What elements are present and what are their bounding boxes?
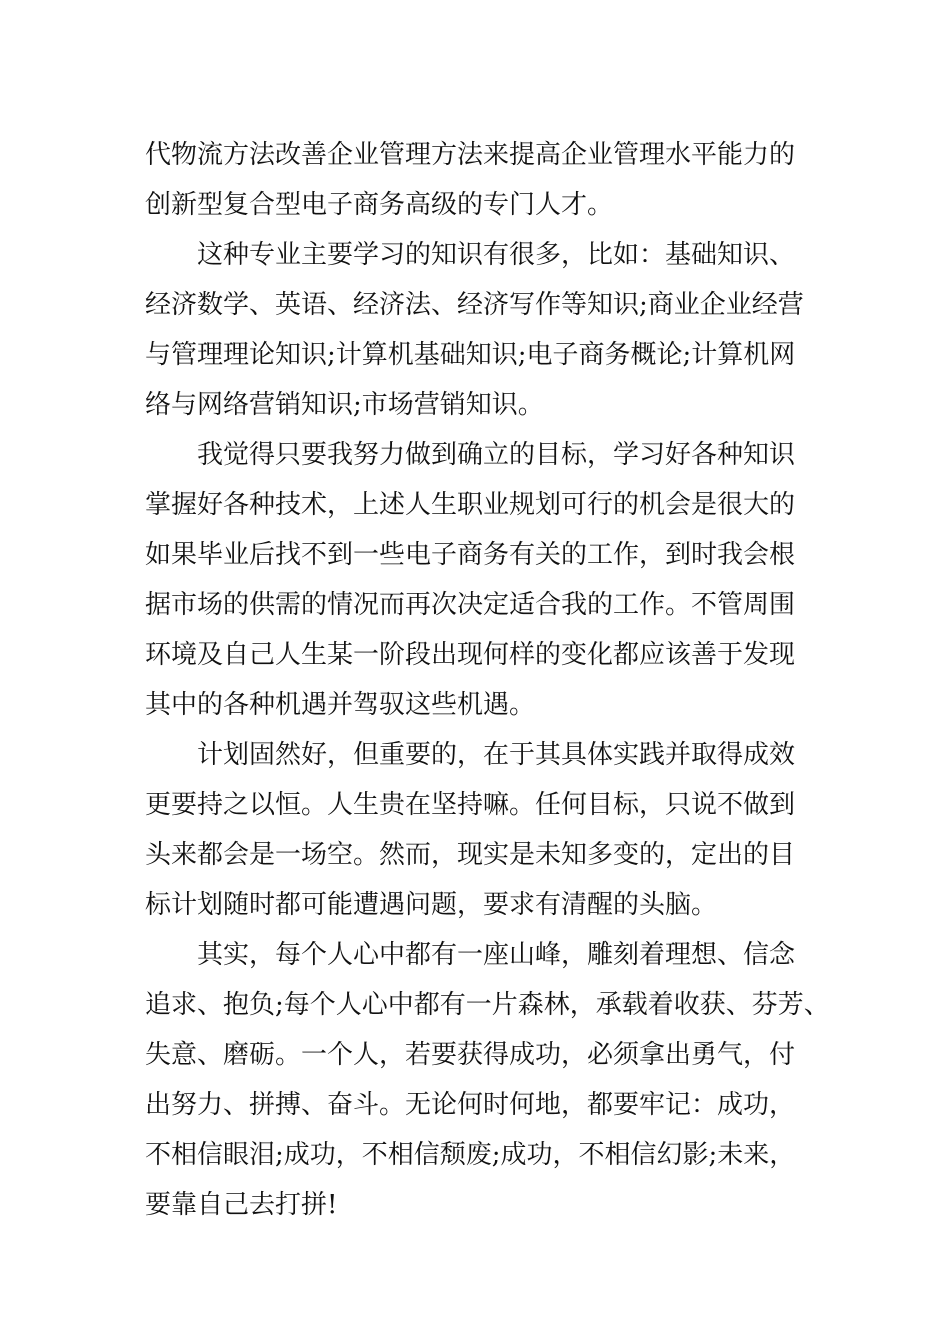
text-line: 络与网络营销知识;市场营销知识。 xyxy=(145,390,544,420)
text-line: 要靠自己去打拼! xyxy=(145,1190,338,1220)
text-line: 不相信眼泪;成功，不相信颓废;成功，不相信幻影;未来， xyxy=(145,1140,796,1170)
body-text xyxy=(145,130,845,1230)
text-line: 掌握好各种技术，上述人生职业规划可行的机会是很大的 xyxy=(145,490,796,520)
text-line: 代物流方法改善企业管理方法来提高企业管理水平能力的 xyxy=(145,140,796,170)
text-line: 创新型复合型电子商务高级的专门人才。 xyxy=(145,190,614,220)
text-line: 环境及自己人生某一阶段出现何样的变化都应该善于发现 xyxy=(145,640,796,670)
text-line: 失意、磨砺。一个人，若要获得成功，必须拿出勇气，付 xyxy=(145,1040,796,1070)
text-line: 更要持之以恒。人生贵在坚持嘛。任何目标，只说不做到 xyxy=(145,790,796,820)
text-line: 出努力、拼搏、奋斗。无论何时何地，都要牢记：成功， xyxy=(145,1090,796,1120)
text-line: 头来都会是一场空。然而，现实是未知多变的，定出的目 xyxy=(145,840,796,870)
paragraph-start-line: 计划固然好，但重要的，在于其具体实践并取得成效 xyxy=(197,740,796,770)
text-line: 经济数学、英语、经济法、经济写作等知识;商业企业经营 xyxy=(145,290,804,320)
text-line: 追求、抱负;每个人心中都有一片森林，承载着收获、芬芳、 xyxy=(145,990,830,1020)
paragraph-start-line: 其实，每个人心中都有一座山峰，雕刻着理想、信念 xyxy=(197,940,796,970)
text-line: 据市场的供需的情况而再次决定适合我的工作。不管周围 xyxy=(145,590,796,620)
paragraph-start-line: 我觉得只要我努力做到确立的目标，学习好各种知识 xyxy=(197,440,796,470)
text-line: 其中的各种机遇并驾驭这些机遇。 xyxy=(145,690,536,720)
text-line: 如果毕业后找不到一些电子商务有关的工作，到时我会根 xyxy=(145,540,796,570)
text-line: 标计划随时都可能遭遇问题，要求有清醒的头脑。 xyxy=(145,890,718,920)
paragraph-start-line: 这种专业主要学习的知识有很多，比如：基础知识、 xyxy=(197,240,796,270)
text-line: 与管理理论知识;计算机基础知识;电子商务概论;计算机网 xyxy=(145,340,796,370)
